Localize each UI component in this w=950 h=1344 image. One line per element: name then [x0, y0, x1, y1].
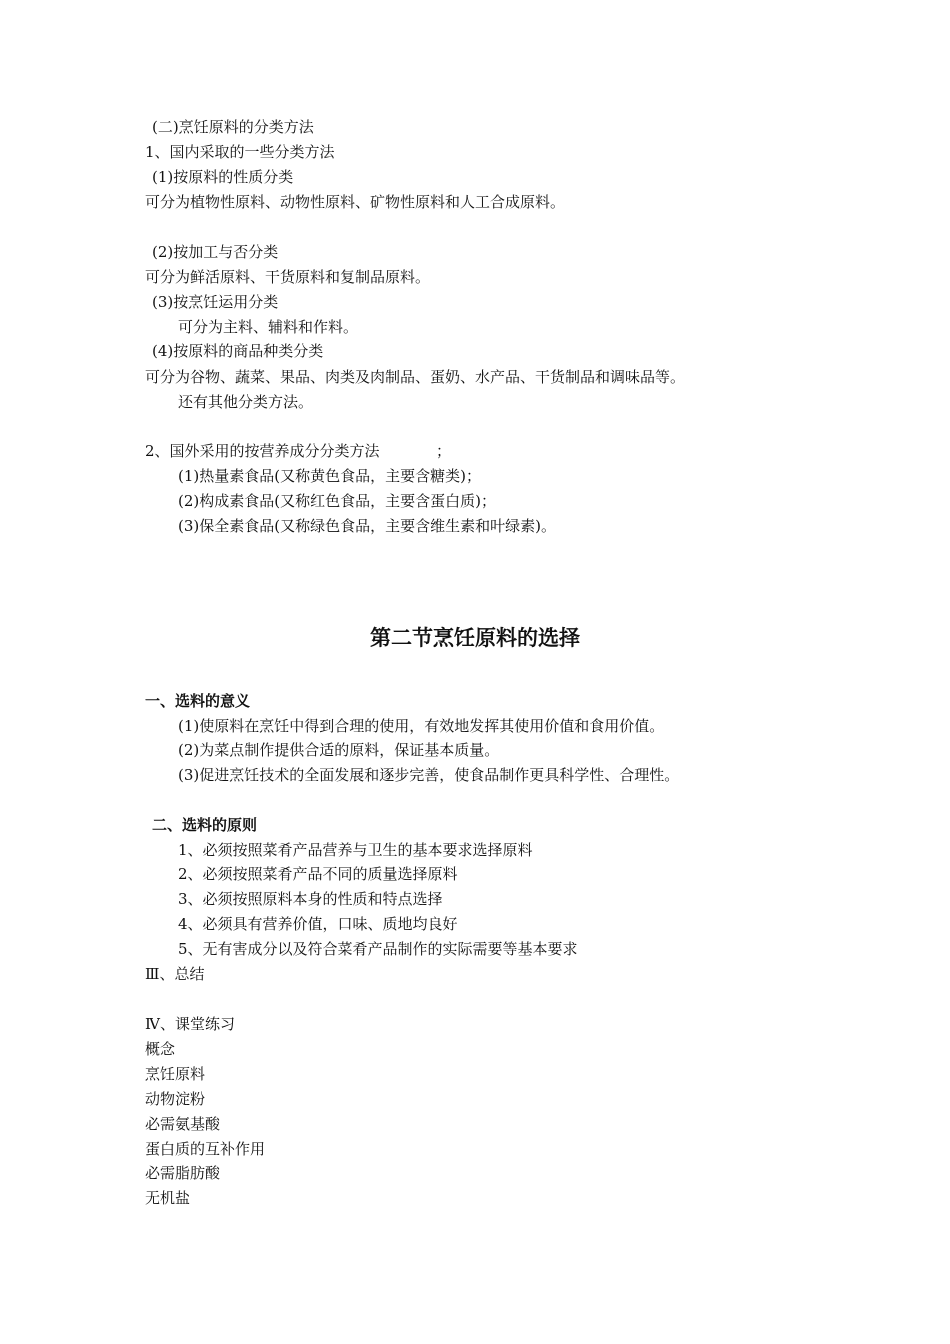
principle-item-5: 5、无有害成分以及符合菜肴产品制作的实际需要等基本要求 [178, 940, 578, 958]
exercise-term: 蛋白质的互补作用 [145, 1140, 266, 1158]
subheading-domestic-methods: 1、国内采取的一些分类方法 [145, 143, 335, 161]
section-heading-classification: (二)烹饪原料的分类方法 [152, 118, 314, 136]
item-title-by-commodity: (4)按原料的商品种类分类 [152, 342, 324, 360]
item-desc-by-processing: 可分为鲜活原料、干货原料和复制品原料。 [145, 268, 431, 286]
item-title-by-processing: (2)按加工与否分类 [152, 243, 279, 261]
exercise-term: 必需脂肪酸 [145, 1164, 221, 1182]
item-desc-by-cooking-use: 可分为主料、辅料和作料。 [178, 318, 359, 336]
principle-item-1: 1、必须按照菜肴产品营养与卫生的基本要求选择原料 [178, 841, 533, 859]
exercise-term: 动物淀粉 [145, 1090, 206, 1108]
item-title-by-cooking-use: (3)按烹饪运用分类 [152, 293, 279, 311]
other-methods-note: 还有其他分类方法。 [178, 393, 314, 411]
heading-selection-meaning: 一、选料的意义 [145, 692, 251, 710]
exercise-term: 烹饪原料 [145, 1065, 206, 1083]
exercise-heading: Ⅳ、课堂练习 [145, 1015, 235, 1033]
heading-selection-principles: 二、选料的原则 [152, 816, 258, 834]
item-desc-by-nature: 可分为植物性原料、动物性原料、矿物性原料和人工合成原料。 [145, 193, 566, 211]
principle-item-4: 4、必须具有营养价值，口味、质地均良好 [178, 915, 458, 933]
summary-heading: Ⅲ、总结 [145, 965, 205, 983]
item-title-by-nature: (1)按原料的性质分类 [152, 168, 294, 186]
meaning-item-2: (2)为菜点制作提供合适的原料，保证基本质量。 [178, 741, 500, 759]
nutrition-item-red: (2)构成素食品(又称红色食品，主要含蛋白质)； [178, 492, 496, 510]
exercise-term: 必需氨基酸 [145, 1115, 221, 1133]
exercise-concept-label: 概念 [145, 1040, 176, 1058]
meaning-item-1: (1)使原料在烹饪中得到合理的使用，有效地发挥其使用价值和食用价值。 [178, 717, 665, 735]
exercise-term: 无机盐 [145, 1189, 191, 1207]
item-desc-by-commodity: 可分为谷物、蔬菜、果品、肉类及肉制品、蛋奶、水产品、干货制品和调味品等。 [145, 368, 686, 386]
subheading-foreign-methods: 2、国外采用的按营养成分分类方法 [145, 442, 380, 460]
principle-item-3: 3、必须按照原料本身的性质和特点选择 [178, 890, 443, 908]
nutrition-item-yellow: (1)热量素食品(又称黄色食品，主要含糖类)； [178, 467, 481, 485]
nutrition-item-green: (3)保全素食品(又称绿色食品，主要含维生素和叶绿素)。 [178, 517, 556, 535]
principle-item-2: 2、必须按照菜肴产品不同的质量选择原料 [178, 865, 458, 883]
meaning-item-3: (3)促进烹饪技术的全面发展和逐步完善，使食品制作更具科学性、合理性。 [178, 766, 680, 784]
section-title-selection: 第二节烹饪原料的选择 [370, 625, 580, 650]
subheading-foreign-mark: ； [436, 442, 452, 460]
